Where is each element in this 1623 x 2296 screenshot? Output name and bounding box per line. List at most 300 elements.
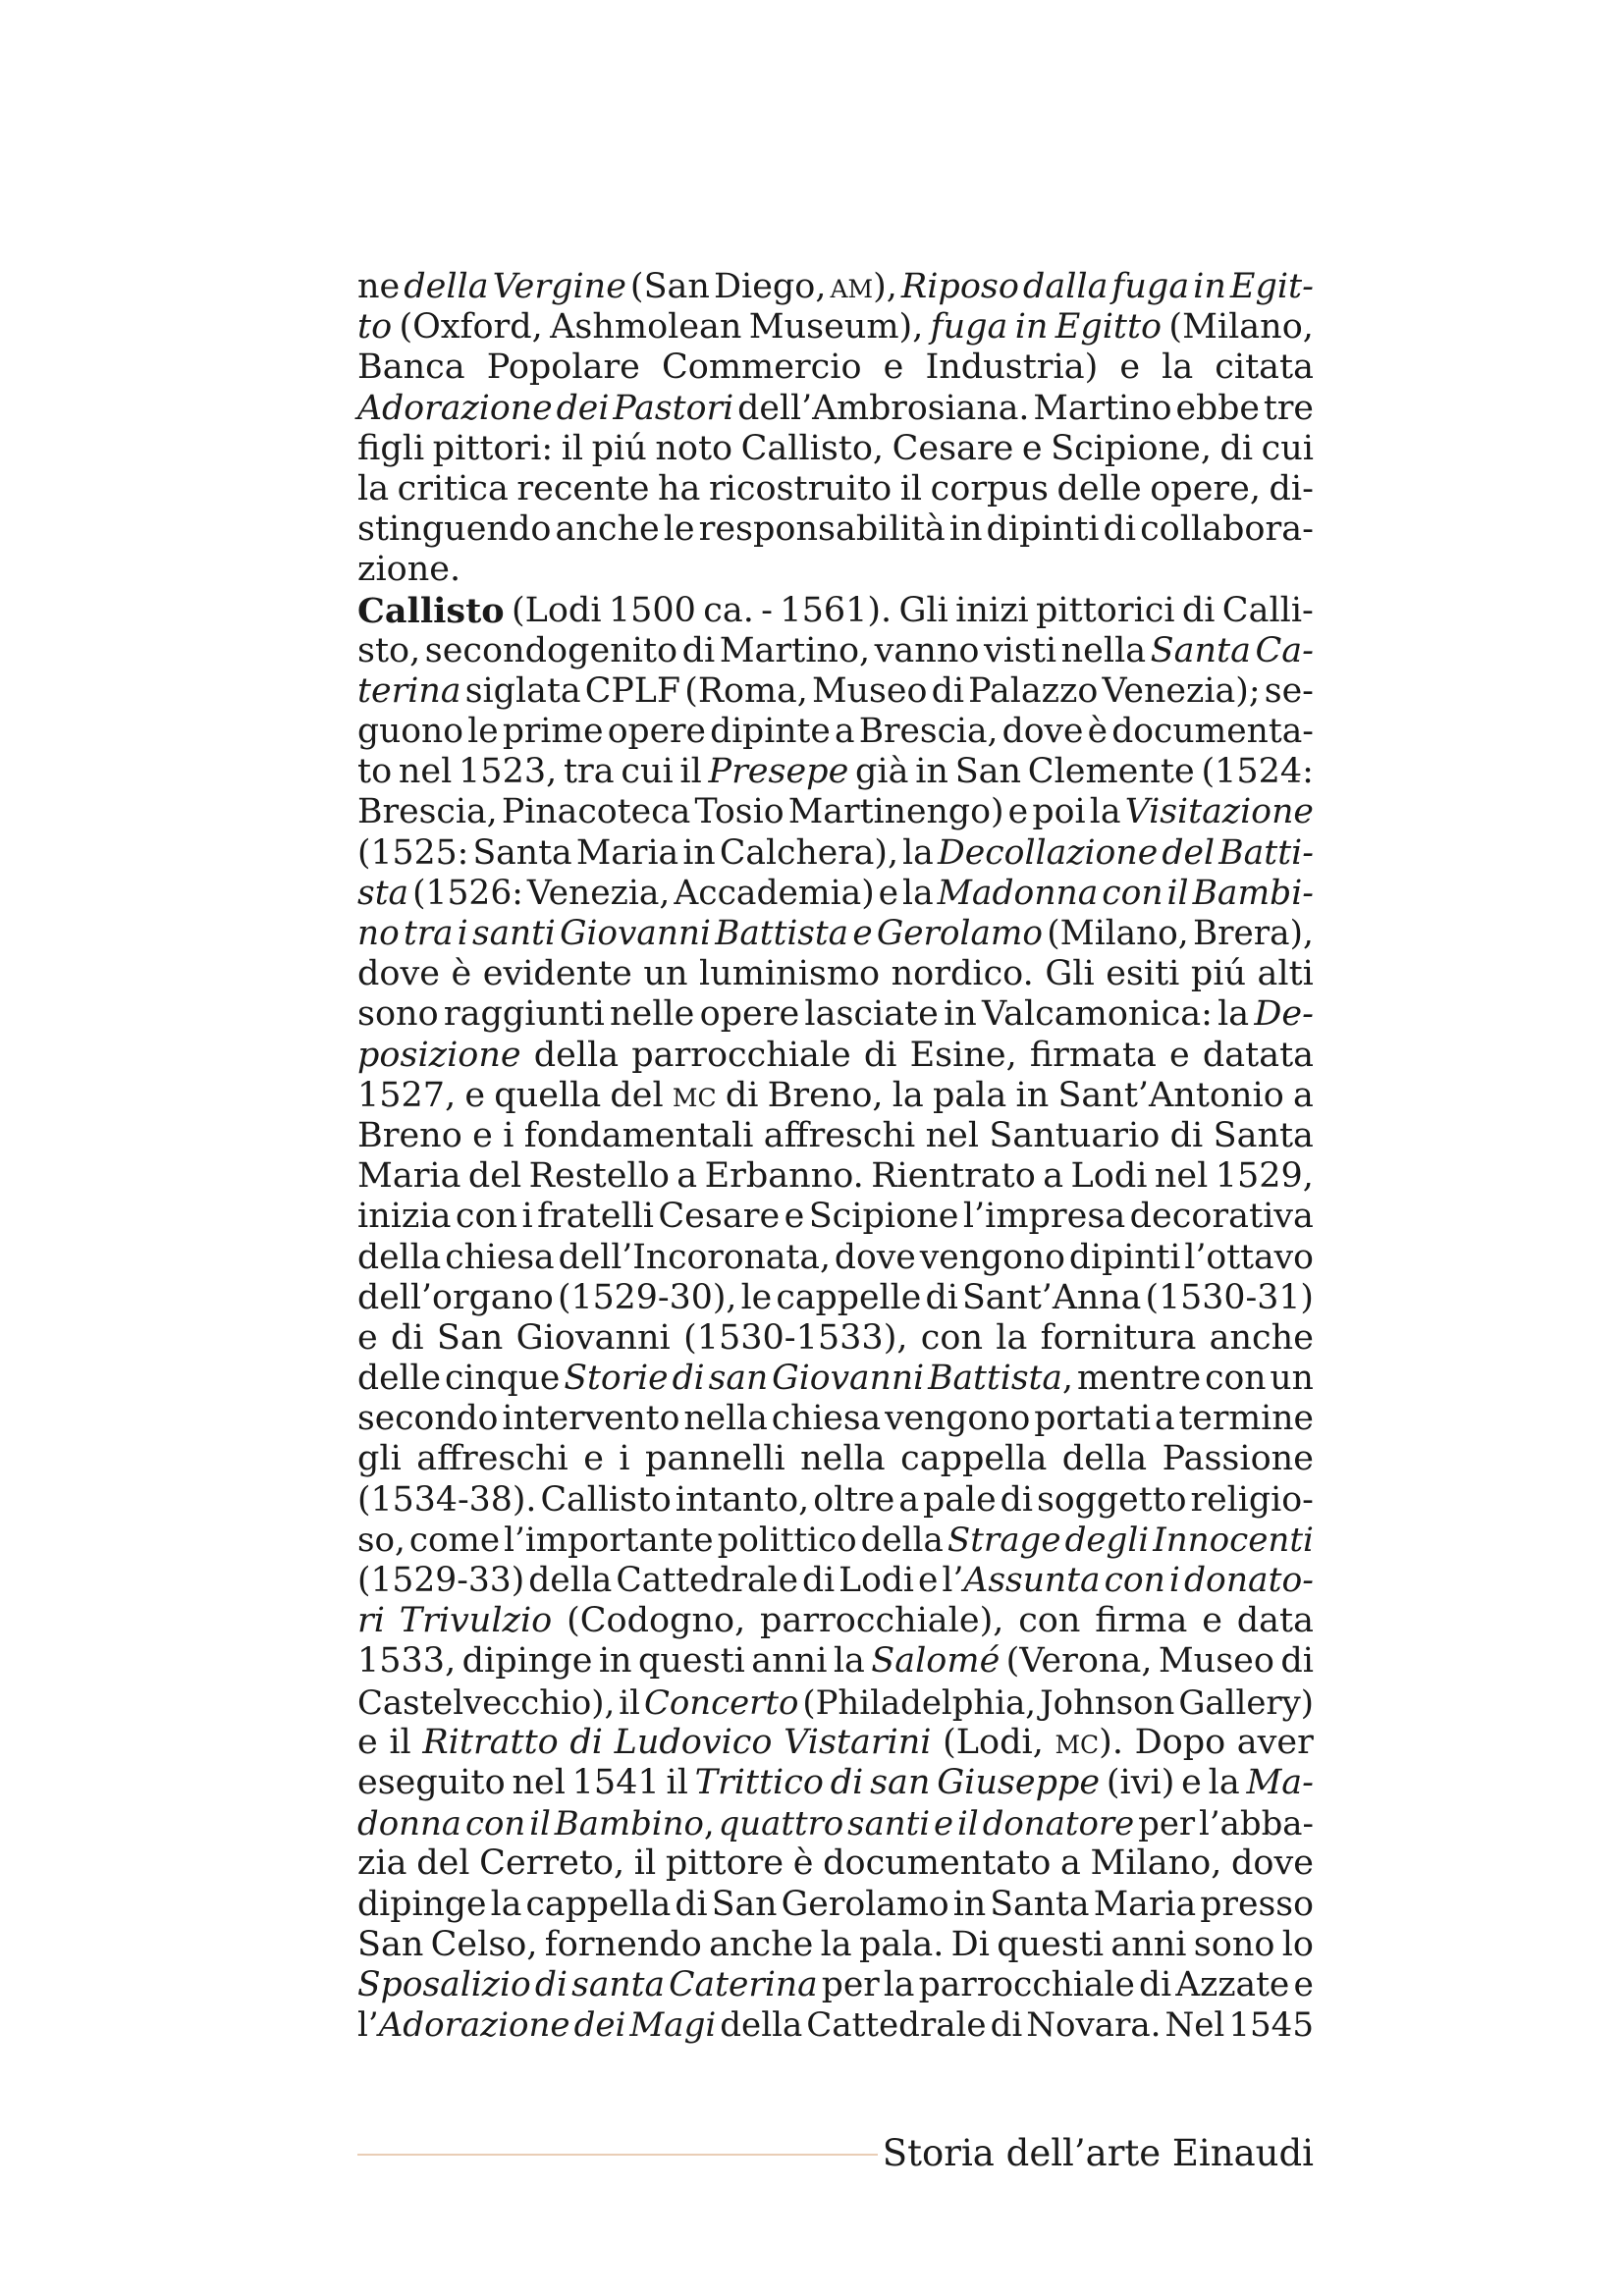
text-run: il [1166,873,1189,913]
text-run: fuga [930,307,1008,347]
text-run: terina [357,670,461,711]
text-run: Santa [1150,630,1251,670]
word [1032,792,1085,832]
text-run: Santa [472,832,572,873]
text-line [357,671,1314,712]
word [357,671,461,712]
word [923,1480,997,1521]
text-run: cappella [525,1884,672,1924]
text-run: Venezia, [526,873,671,913]
text-run: (Verona, [1005,1641,1153,1682]
text-run: zione. [357,550,461,590]
word [1056,469,1141,509]
text-run: fondamentali [523,1115,754,1155]
word [915,752,948,792]
text-line [357,1439,1314,1479]
text-run: Ma- [1246,1762,1314,1802]
text-run: di [569,1722,603,1762]
text-run: e [1007,792,1029,832]
text-run: oltre [813,1479,895,1520]
text-run: Museum), [748,307,924,347]
word [534,1036,619,1076]
word [823,1843,1051,1884]
text-run: già [855,752,909,792]
word [1119,347,1140,388]
text-run: nella [1060,630,1147,670]
word [487,347,640,388]
word [951,1925,990,1965]
text-run: Giovanni [772,1359,925,1399]
text-run: dipinti [986,509,1100,550]
text-line [357,347,1314,388]
text-run: Bambi- [1192,873,1314,913]
text-run: di [1181,590,1216,630]
text-run: polittico [717,1520,857,1560]
text-run: Johnson [1040,1682,1175,1722]
word [902,833,934,874]
word [926,1116,979,1156]
text-run: Martino, [719,630,871,670]
text-run: cui [621,752,674,792]
text-run: stinguendo [357,509,552,550]
text-run: (1529-30), [557,1277,737,1317]
word [871,1641,1000,1682]
word [1216,1156,1314,1197]
word [409,1521,500,1561]
text-run: Riposo [900,267,1019,306]
text-run: Egit- [1229,267,1314,306]
text-run: dove [357,954,440,994]
word [703,591,754,631]
text-line [357,1843,1314,1884]
text-run: in [915,752,948,792]
text-run: la [833,1641,865,1682]
text-run: siglata [464,670,581,711]
text-line [357,954,1314,994]
word [465,671,581,712]
word [1209,1763,1240,1803]
word [1159,1641,1274,1682]
text-run: questi [997,1924,1105,1964]
word [357,1480,536,1521]
text-run: Scipione, [1051,428,1212,468]
word [1057,1076,1283,1116]
text-run: dipinte [710,712,831,752]
text-run: la [1089,792,1121,832]
word [357,954,440,994]
text-run: dell’organo [357,1277,554,1317]
text-run: della [533,1035,620,1075]
text-run: le [467,712,499,752]
word [802,1682,1036,1723]
text-run: mc [672,1075,717,1115]
word [1034,1399,1151,1439]
text-run: 1545 [1228,2005,1314,2046]
text-run: tre [1263,388,1314,428]
text-run: aver [1236,1722,1314,1762]
word [1155,1156,1208,1197]
word [855,752,908,792]
word [937,1763,1100,1803]
word [465,1803,525,1843]
text-run: di [681,630,716,670]
word [892,954,1034,994]
word [592,429,647,469]
text-run: cappelle [776,1277,922,1317]
word [357,914,400,954]
text-run: parrocchiale), [760,1601,1004,1641]
word [859,1925,944,1965]
text-line [357,1601,1314,1641]
word [1065,1521,1150,1561]
word [893,429,1014,469]
word [760,1601,1003,1641]
text-run: nelle [610,994,695,1035]
word [357,1399,498,1439]
text-run: presso [1200,1884,1314,1924]
text-line [357,1885,1314,1925]
text-line [357,1682,1314,1723]
text-run: recente [516,468,650,508]
text-run: to [357,752,393,792]
text-run: di [990,2005,1023,2046]
text-run: il [899,468,923,508]
text-run: alti [1257,954,1314,994]
text-line [357,792,1314,832]
word [503,712,604,752]
word [1222,591,1314,631]
word [1045,954,1094,994]
text-run: (1524: [1201,752,1314,792]
word [1111,712,1314,752]
text-run: la [357,468,390,508]
word [1023,267,1109,307]
text-run: eseguito [357,1762,506,1802]
word [357,1965,531,2005]
word [709,1359,769,1399]
text-run: Santa [990,1884,1090,1924]
word [504,1521,713,1561]
word [1246,1763,1314,1803]
text-run: con [464,1804,526,1843]
word [1184,1561,1314,1601]
text-run: , [1062,1359,1073,1399]
text-run: il [619,1682,640,1722]
word [1193,874,1314,914]
text-run: evidente [482,954,632,994]
word [357,1601,385,1641]
text-run: a [1043,1156,1064,1197]
word [1215,347,1314,388]
text-run: Callisto, [740,428,885,468]
word [357,1036,521,1076]
text-run: Pastori [613,388,734,428]
word [1205,1359,1266,1399]
word [870,1763,930,1803]
word [776,1278,921,1318]
word [615,1723,773,1763]
word [812,671,928,712]
word [900,1439,1047,1479]
word [1214,1116,1314,1156]
text-run: pannelli [645,1439,785,1479]
word [1265,671,1314,712]
text-run: Assunta [963,1561,1101,1600]
word [990,1885,1089,1925]
word [664,509,695,550]
word [357,1116,462,1156]
word [714,267,827,307]
word [357,429,424,469]
word [1163,1439,1314,1479]
word [709,469,892,509]
word [662,347,862,388]
text-run: Trivulzio [399,1601,553,1641]
text-line [357,2005,1314,2046]
word [357,347,465,388]
text-run: Calli- [1221,590,1314,630]
text-run: decorativa [1129,1197,1314,1237]
text-run: vanno [874,630,980,670]
text-line [357,1925,1314,1965]
word [357,752,392,792]
word [472,914,556,954]
text-run: opere, [1150,468,1261,508]
word [1255,631,1313,671]
text-run: dell’Incoronata, [558,1237,831,1277]
word [720,2005,802,2046]
word [558,1278,736,1318]
text-run: dalla [1022,267,1109,306]
word [991,2005,1023,2046]
word [710,712,831,752]
word [1055,1723,1123,1763]
text-run: opere [699,994,800,1035]
text-run: la [1217,994,1250,1035]
text-run: del [610,1075,664,1115]
text-run: Santuario [989,1115,1161,1155]
text-run: donatore [982,1804,1135,1843]
word [1191,1480,1314,1521]
word [898,591,947,631]
word [1103,509,1136,550]
word [1220,429,1254,469]
text-run: nella [800,1439,886,1479]
text-run: Maria [575,832,679,873]
text-run: Passione [1162,1439,1314,1479]
text-run: Celso, [430,1924,538,1964]
word [1146,1278,1314,1318]
word [902,874,934,914]
text-run: (1530-31) [1145,1277,1314,1317]
text-line [357,752,1314,792]
text-run: il [389,1722,411,1762]
text-run: e [472,1115,493,1155]
text-line [357,712,1314,752]
word [559,1238,831,1278]
text-run: Storie [564,1359,669,1399]
text-run: fornendo [544,1924,702,1964]
text-run: nordico. [891,954,1034,994]
text-run: cappella [900,1439,1048,1479]
text-run: la [490,1884,522,1924]
text-run: dove [834,1237,916,1277]
text-run: nel [925,1115,980,1155]
word [357,1521,406,1561]
word [1077,1359,1201,1399]
text-run: ). [1099,1722,1123,1762]
word [1169,1036,1190,1076]
text-run: di [931,670,965,711]
text-run: di [675,1884,708,1924]
word [1203,1036,1314,1076]
word [834,1641,865,1682]
text-run: se- [1264,670,1314,711]
word [719,1803,844,1843]
word [357,1763,506,1803]
text-run: di [725,1075,759,1115]
text-run: Giovanni [515,1317,671,1358]
word [569,1723,603,1763]
text-run: Scipione [808,1197,959,1237]
text-run: di [802,1561,836,1600]
word [502,792,690,832]
text-run: e [852,914,873,953]
word [921,1318,983,1359]
text-run: di [1139,1964,1172,2004]
text-run: 1500 [608,590,696,630]
word [521,1197,532,1237]
text-run: un [1270,1359,1314,1399]
text-run: sono [357,994,439,1035]
text-run: e [1202,1601,1222,1641]
word [839,1561,914,1601]
word [638,1641,745,1682]
word [572,1763,660,1803]
text-run: e [464,1075,486,1115]
text-run: Milano, [1090,1843,1222,1884]
word [1061,631,1147,671]
word [357,1197,451,1237]
word [1193,914,1314,954]
text-run: Brescia, [357,792,498,832]
text-run: documentato [823,1843,1052,1884]
word [1094,1885,1196,1925]
text-run: delle [357,1359,442,1399]
text-run: (1529-33) [357,1561,525,1600]
word [673,1076,717,1116]
text-run: Esine, [909,1035,1017,1075]
text-line [357,1480,1314,1521]
word [557,389,610,429]
text-run: è [792,1843,814,1884]
text-run: Battista [715,914,849,953]
word [709,752,849,792]
word [1262,429,1314,469]
text-run: come [408,1520,501,1560]
text-run: Sant’Anna [961,1277,1142,1317]
text-run: Maria [1093,1884,1197,1924]
text-run: Ludovico [614,1722,773,1762]
text-run: Palazzo [968,670,1099,711]
text-run: degli [1064,1520,1150,1560]
text-run: nella [683,1399,768,1439]
text-run: a [1292,1075,1314,1115]
text-run: dove [1001,712,1084,752]
text-run: nel [1154,1156,1209,1197]
text-run: Nel [1164,2005,1225,2046]
word [357,631,420,671]
text-run: i [457,914,468,953]
word [357,591,505,631]
text-run: con [1205,1359,1267,1399]
word [357,1076,456,1116]
text-run: cui [1261,428,1314,468]
word [835,1238,916,1278]
word [1028,752,1195,792]
word [472,1116,493,1156]
text-run: e [917,1561,939,1600]
text-run: (1534-38). [357,1479,537,1520]
text-run: Venezia); [1102,670,1261,711]
word [683,1318,907,1359]
text-run: Brera), [1192,914,1314,953]
text-run: con [1104,1561,1165,1600]
word [437,1318,503,1359]
word [613,389,733,429]
text-run: (1526: [412,873,523,913]
word [1264,389,1314,429]
text-run: dipinge [357,1884,487,1924]
text-run: Tosio [694,792,784,832]
text-run: guono [357,712,464,752]
text-run: con [920,1317,983,1358]
text-run: ricostruito [708,468,893,508]
word [984,631,1056,671]
word [1069,1238,1181,1278]
word [944,994,977,1035]
text-run: per [821,1964,880,2004]
word [555,1803,715,1843]
word [684,671,808,712]
word [357,1278,554,1318]
text-run: l’impresa [962,1197,1126,1237]
text-run: e [1119,347,1141,388]
word [682,833,715,874]
body-text [357,267,1314,2046]
word [955,591,1029,631]
word [444,994,605,1035]
text-run: della [860,1520,944,1560]
text-run: la [1162,347,1194,388]
word [957,1803,979,1843]
text-run: è [1087,712,1109,752]
text-run: critica [397,468,509,508]
text-run: (1525: [357,832,469,873]
text-run: il [957,1804,979,1843]
text-run: sto, [357,630,421,670]
text-run: Valcamonica: [982,994,1213,1035]
text-line [357,1561,1314,1601]
word [425,631,677,671]
text-run: fratelli [537,1197,654,1237]
word [780,591,892,631]
word [1001,1480,1033,1521]
word [357,1682,615,1723]
text-line [357,1116,1314,1156]
text-run: Visitazione [1124,792,1314,832]
word [452,954,472,994]
